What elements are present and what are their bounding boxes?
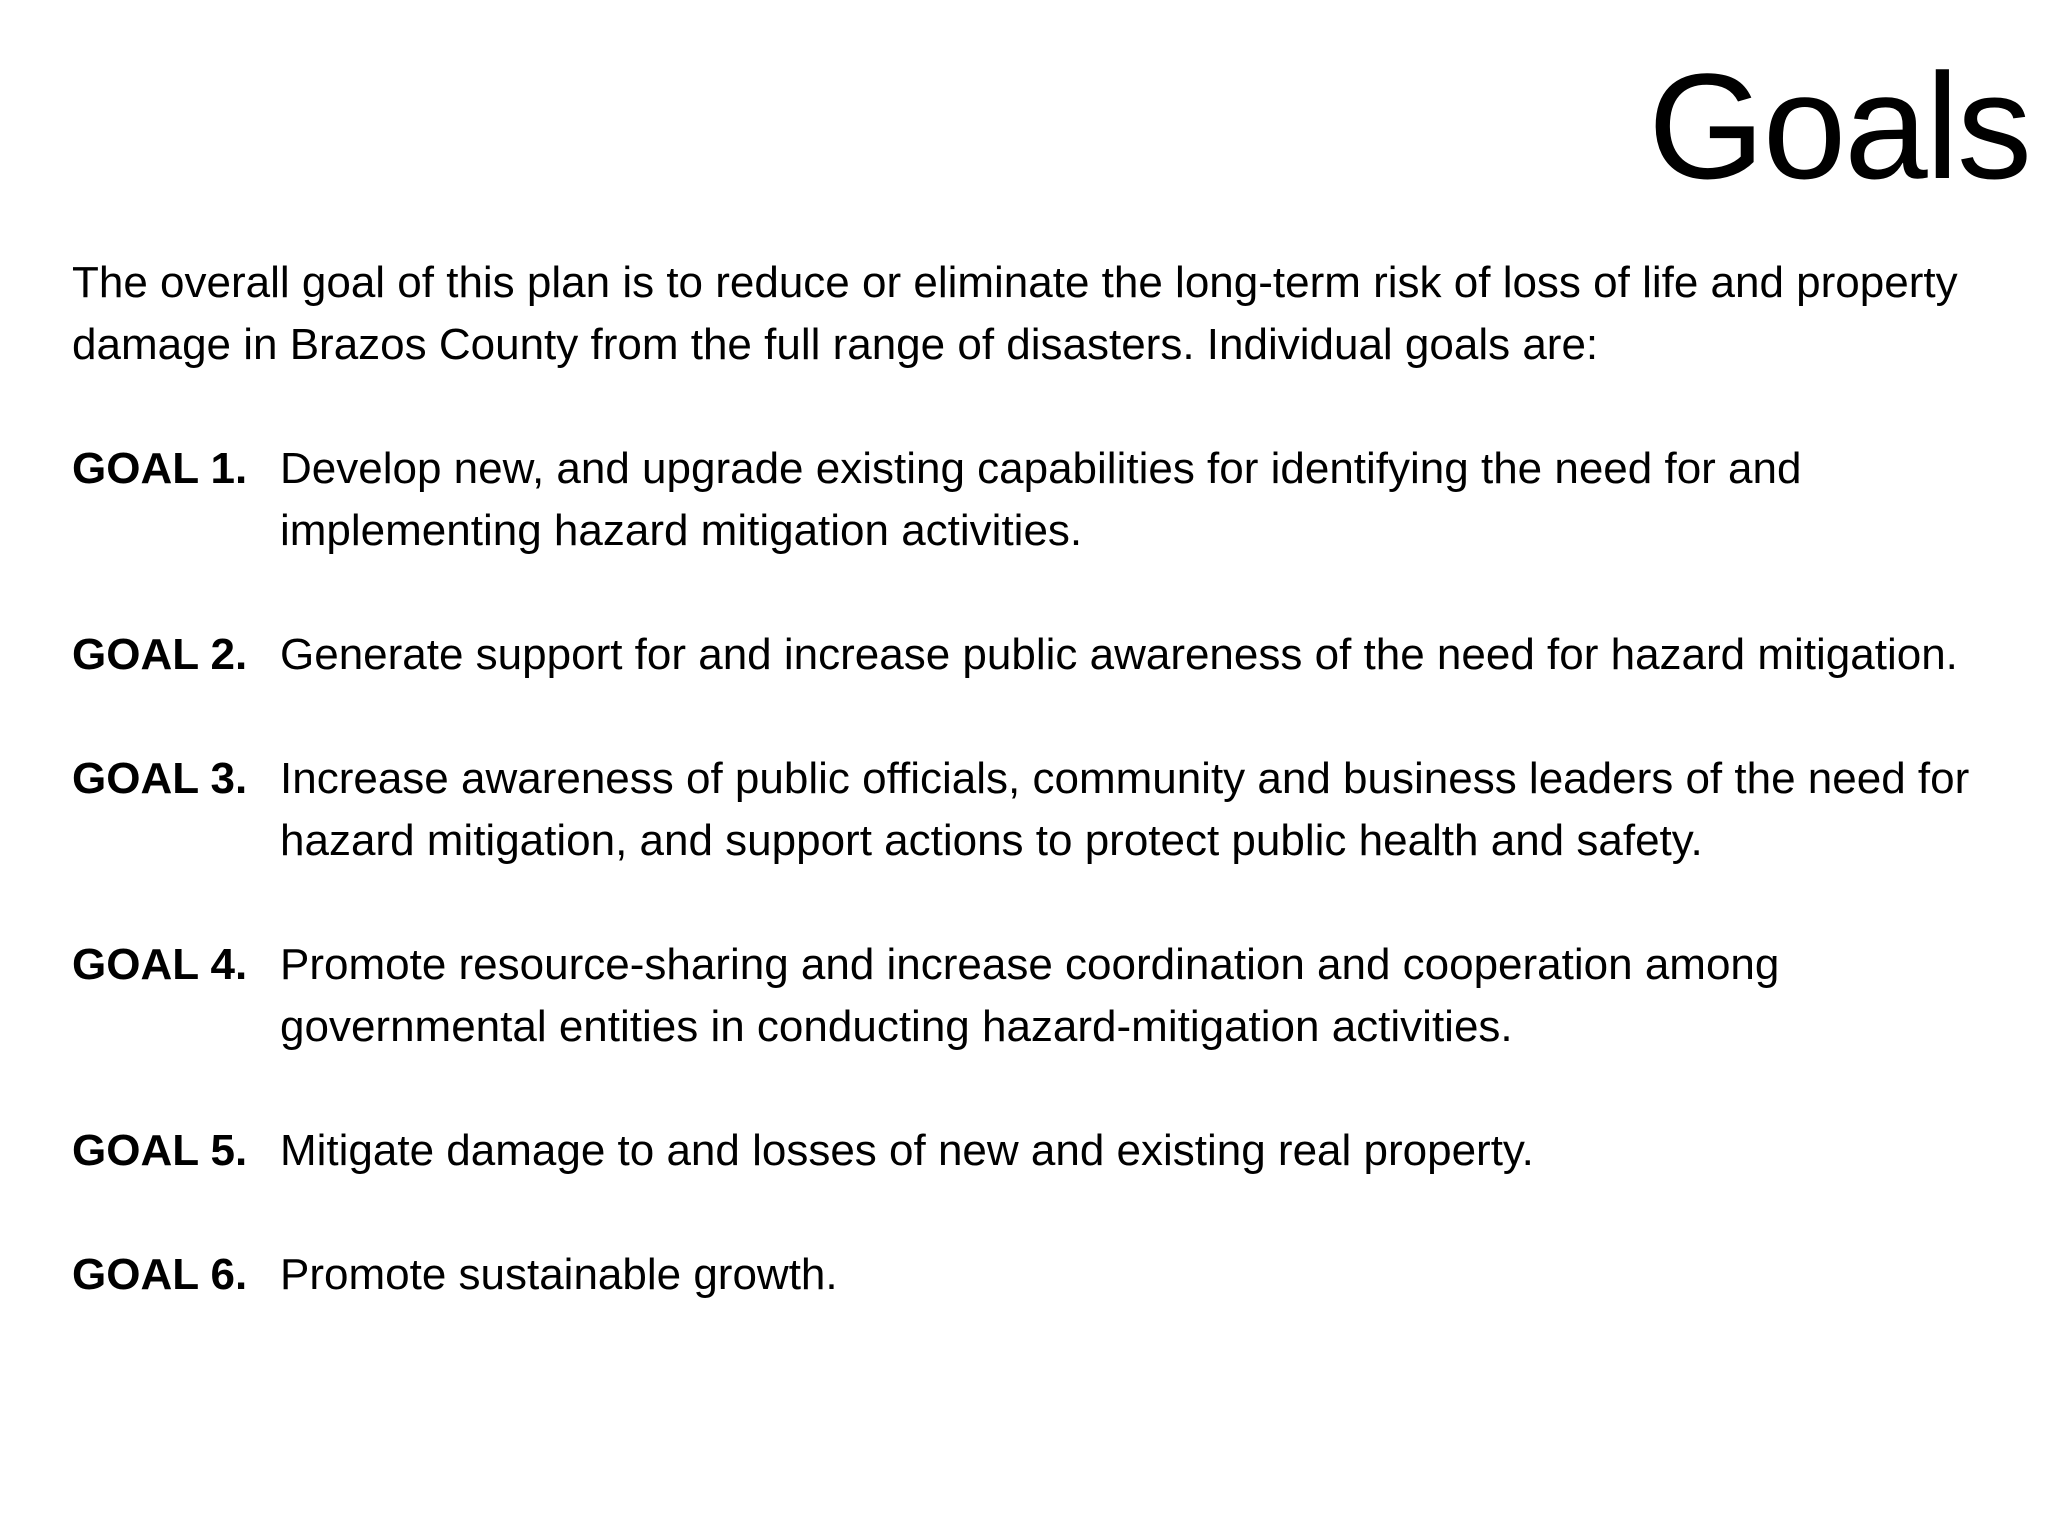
goal-label: GOAL 6. (72, 1250, 248, 1299)
goal-item-2 (72, 624, 1972, 686)
goal-label: GOAL 4. (72, 940, 248, 989)
goal-item-5 (72, 1120, 1972, 1182)
goals-list (72, 438, 1972, 1368)
goal-item-1 (72, 438, 1972, 562)
goal-text: Increase awareness of public officials, community and business leaders of the need for hazard mitigation, and support actions to protect public health and safety. (280, 754, 1970, 865)
goal-text: Promote sustainable growth. (280, 1250, 838, 1299)
goal-item-4 (72, 934, 1972, 1058)
goal-text: Mitigate damage to and losses of new and existing real property. (280, 1126, 1534, 1175)
goal-item-3 (72, 748, 1972, 872)
goal-label: GOAL 3. (72, 754, 248, 803)
slide-title: Goals (1648, 42, 2030, 210)
goal-item-6 (72, 1244, 1972, 1306)
intro-paragraph: The overall goal of this plan is to reduce or eliminate the long-term risk of loss of life and property damage in Brazos County from the full range of disasters. Individual goals are: (72, 258, 1958, 369)
goal-label: GOAL 1. (72, 444, 248, 493)
goal-text: Promote resource-sharing and increase coordination and cooperation among governmental entities in conducting hazard-mitigation activities. (280, 940, 1780, 1051)
goal-text: Generate support for and increase public awareness of the need for hazard mitigation. (280, 630, 1958, 679)
goal-label: GOAL 2. (72, 630, 248, 679)
goal-label: GOAL 5. (72, 1126, 248, 1175)
goal-text: Develop new, and upgrade existing capabilities for identifying the need for and implementing hazard mitigation activities. (280, 444, 1802, 555)
